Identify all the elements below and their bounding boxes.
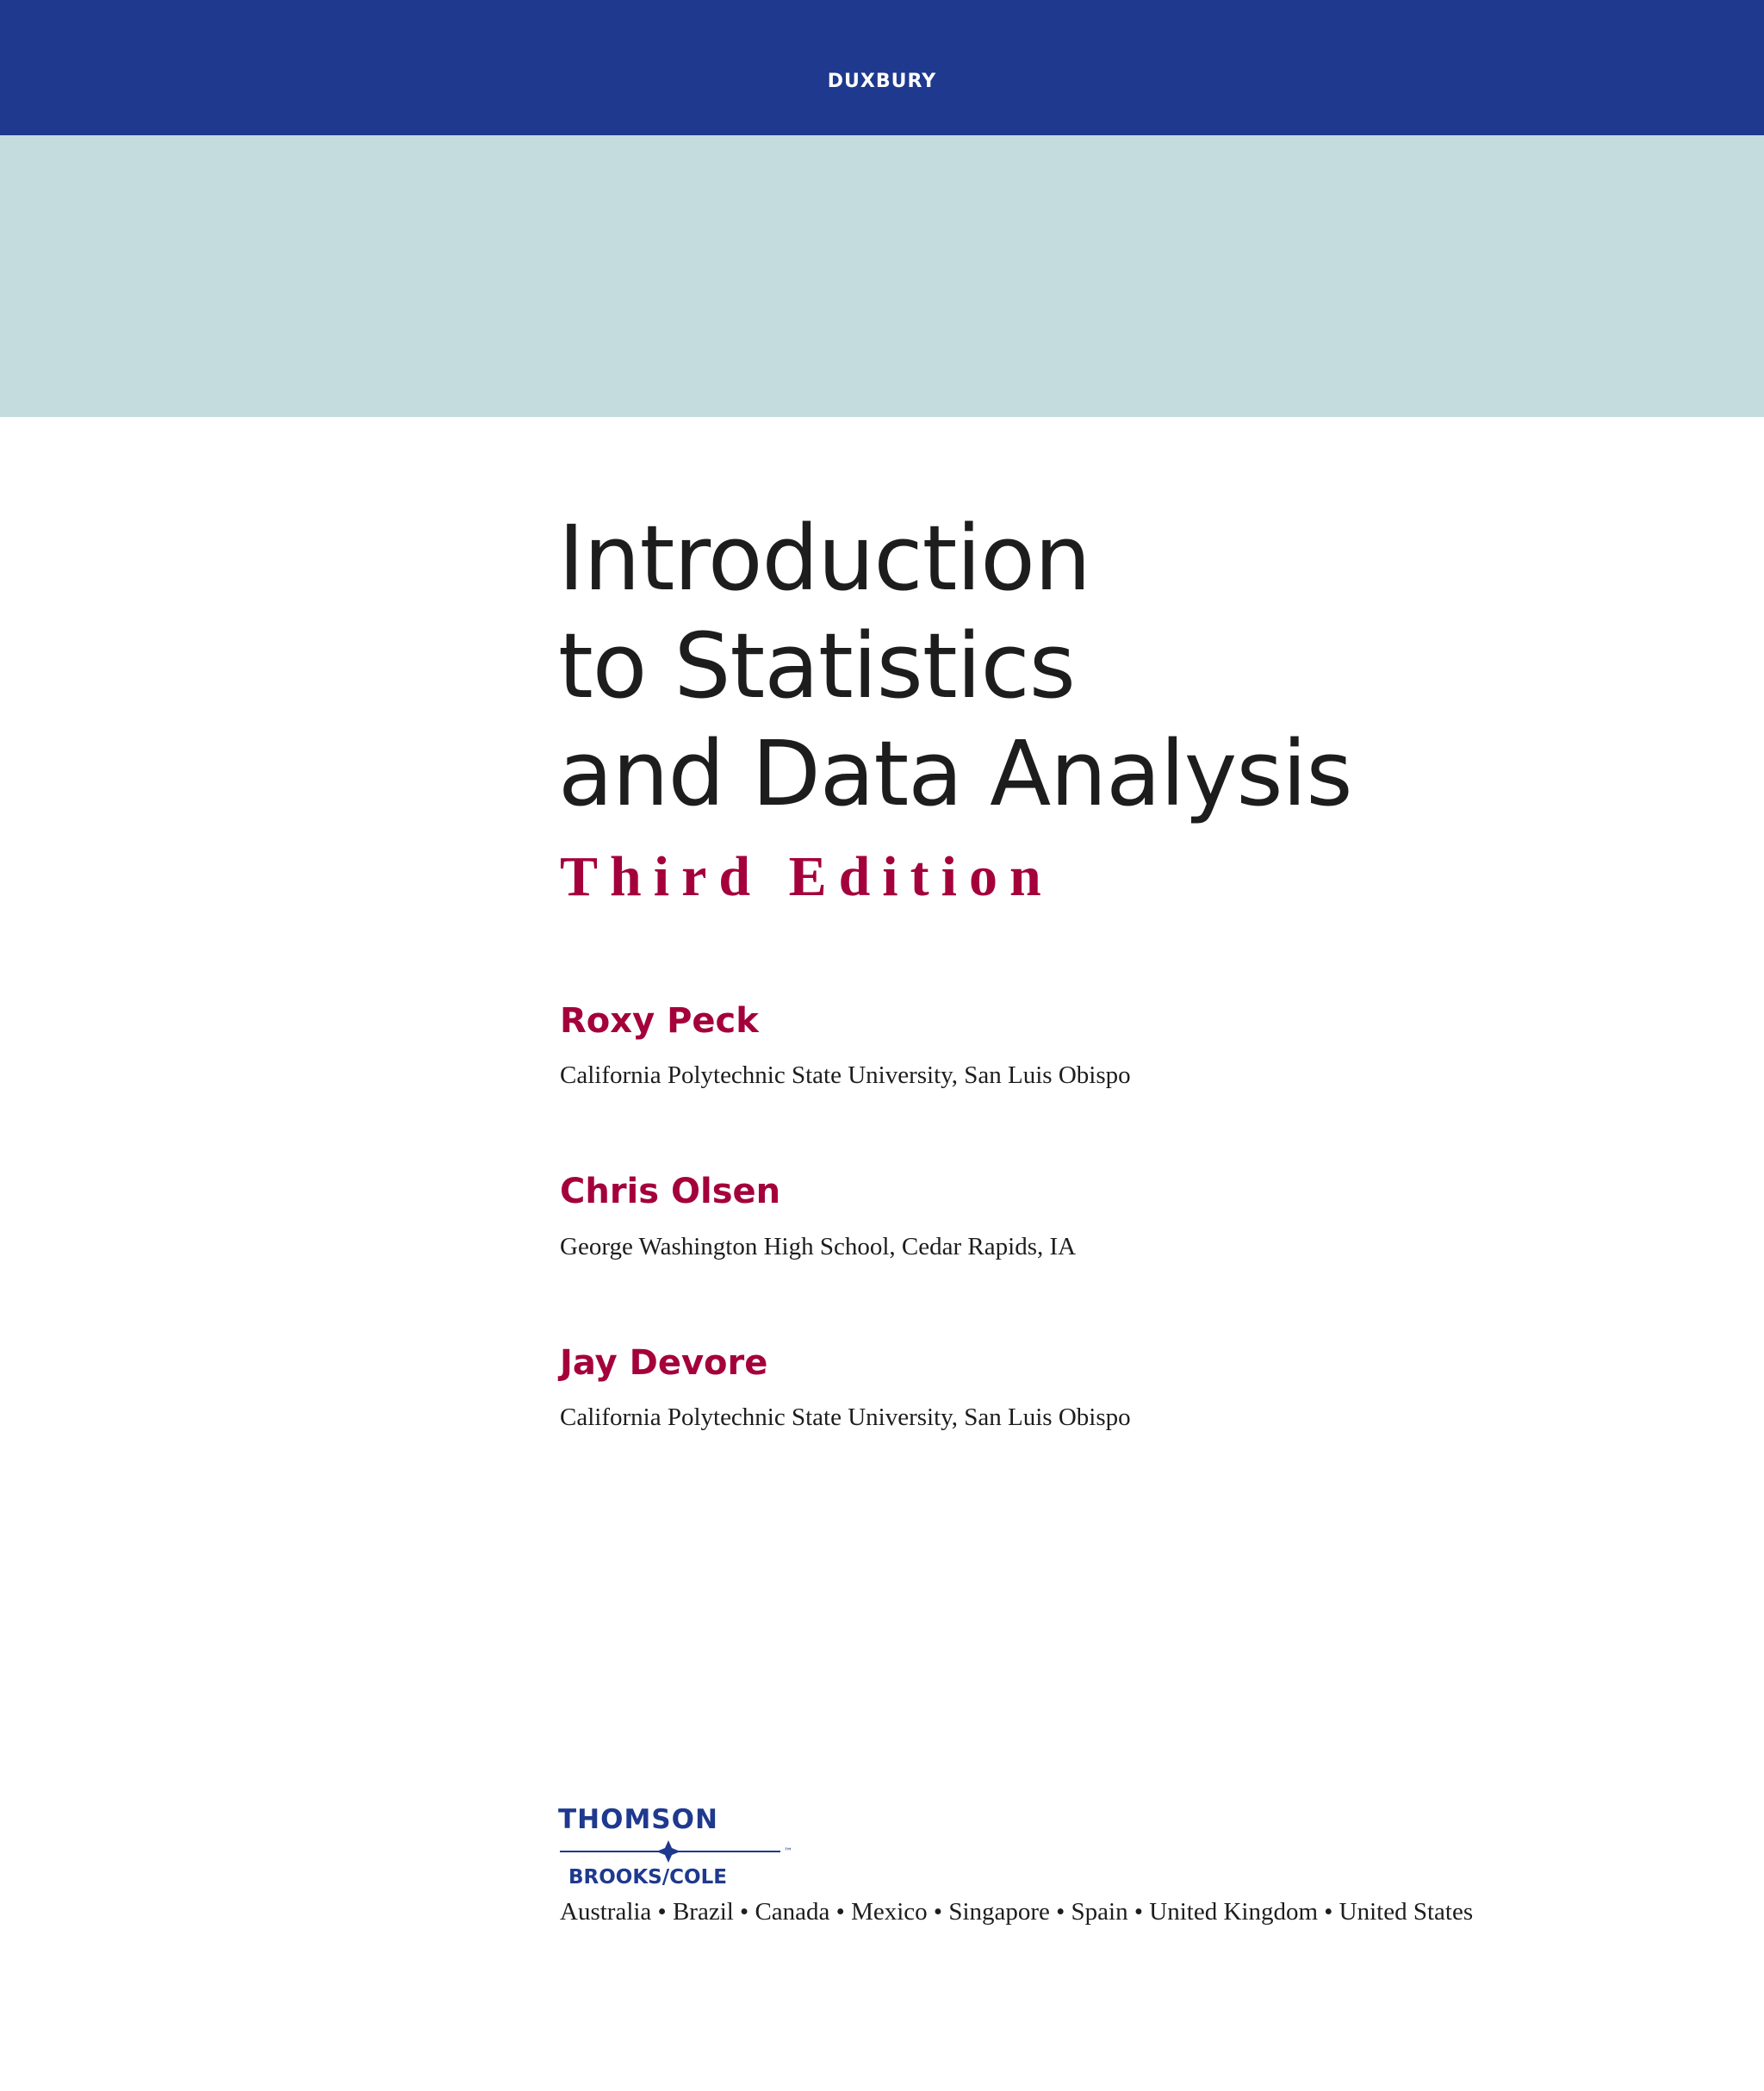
trademark-symbol: ™ [784,1847,792,1857]
logo-brookscole-text: BROOKS/COLE [568,1866,727,1889]
publisher-logo [558,1804,817,1890]
light-color-band [0,135,1764,417]
author-affiliation-2: George Washington High School, Cedar Rapids, IA [560,1233,1077,1260]
top-color-band [0,0,1764,135]
author-affiliation-1: California Polytechnic State University, San Luis Obispo [560,1061,1131,1089]
book-title [558,505,1352,828]
author-affiliation-3: California Polytechnic State University, San Luis Obispo [560,1403,1131,1431]
title-line-1: Introduction [558,506,1090,611]
author-name-3: Jay Devore [560,1343,768,1383]
star-rule-icon [558,1839,791,1864]
imprint-label: DUXBURY [827,71,937,92]
logo-thomson-text: THOMSON [558,1804,718,1835]
edition-label: Third Edition [560,845,1053,908]
title-line-3: and Data Analysis [558,721,1352,826]
author-name-2: Chris Olsen [560,1172,781,1211]
title-line-2: to Statistics [558,613,1075,719]
author-name-1: Roxy Peck [560,1001,759,1041]
publisher-locations: Australia • Brazil • Canada • Mexico • Singapore • Spain • United Kingdom • United States [560,1898,1474,1926]
